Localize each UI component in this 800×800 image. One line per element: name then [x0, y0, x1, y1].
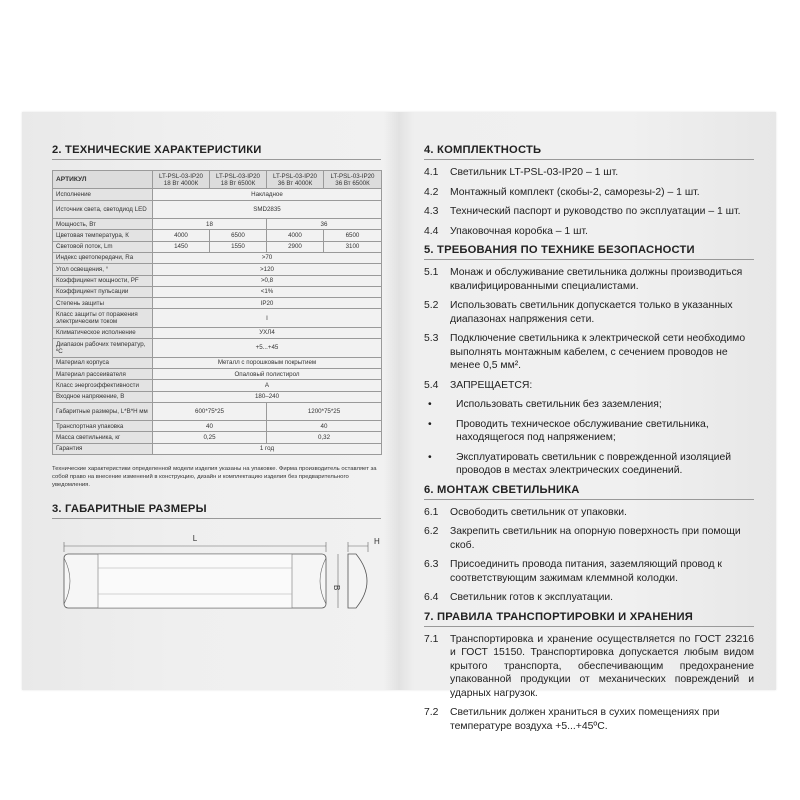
table-row — [53, 339, 382, 357]
row-label: Мощность, Вт — [53, 218, 153, 229]
row-value: 40 — [267, 421, 382, 432]
bullet-item — [424, 418, 754, 445]
article-col-2: LT-PSL-03-IP20 18 Вт 6500К — [210, 171, 267, 189]
row-value: 1550 — [210, 241, 267, 252]
row-value: 2900 — [267, 241, 324, 252]
item-number: 6.1 — [424, 506, 439, 518]
row-label: Климатическое исполнение — [53, 327, 153, 338]
row-value: 4000 — [153, 230, 210, 241]
table-row — [53, 218, 382, 229]
item-number: 4.4 — [424, 225, 439, 237]
row-label: Степень защиты — [53, 298, 153, 309]
row-label: Источник света, светодиод LED — [53, 200, 153, 218]
table-row — [53, 402, 382, 420]
bullet-text: Проводить техническое обслуживание светильника, находящегося под напряжением; — [456, 418, 709, 444]
row-label: Транспортная упаковка — [53, 421, 153, 432]
row-value: 1200*75*25 — [267, 402, 382, 420]
table-row — [53, 189, 382, 200]
row-value: >70 — [153, 252, 382, 263]
row-value: >120 — [153, 264, 382, 275]
item-text: Транспортировка и хранение осуществляется по ГОСТ 23216 и ГОСТ 15150. Транспортировка допускается любым видом крытого транспорта, обеспечивающим предохранение упакованной продукции от механических повреждений и ударных нагрузок. — [450, 633, 754, 699]
list-item — [424, 633, 754, 701]
section-5-title — [424, 244, 754, 260]
section-2-title-text: 2. ТЕХНИЧЕСКИЕ ХАРАКТЕРИСТИКИ — [52, 144, 262, 156]
row-value: 180–240 — [153, 391, 382, 402]
list-item — [424, 558, 754, 585]
article-header: АРТИКУЛ — [53, 171, 153, 189]
bullet-text: Эксплуатировать светильник с поврежденной изоляцией проводов в местах электрических соединений. — [456, 451, 732, 477]
item-number: 4.1 — [424, 167, 439, 178]
section-5-title-text: 5. ТРЕБОВАНИЯ ПО ТЕХНИКЕ БЕЗОПАСНОСТИ — [424, 244, 695, 257]
row-value: 1 год — [153, 443, 382, 454]
bullet-item — [424, 451, 754, 478]
table-row — [53, 298, 382, 309]
table-row — [53, 443, 382, 454]
row-value: A — [153, 380, 382, 391]
row-label: Гарантия — [53, 443, 153, 454]
section-5-rule — [424, 259, 754, 260]
table-row — [53, 286, 382, 297]
table-row — [53, 200, 382, 218]
row-label: Габаритные размеры, L*B*H мм — [53, 402, 153, 420]
row-label: Исполнение — [53, 189, 153, 200]
item-text: Использовать светильник допускается только в указанных диапазонах напряжения сети. — [450, 300, 733, 325]
row-value: 4000 — [267, 230, 324, 241]
row-label: Масса светильника, кг — [53, 432, 153, 443]
table-header-row — [53, 171, 382, 189]
row-label: Индекс цветопередачи, Ra — [53, 252, 153, 263]
lamp-profile — [348, 554, 367, 608]
width-label: B — [332, 585, 341, 591]
row-value: Накладное — [153, 189, 382, 200]
list-item — [424, 186, 754, 200]
item-text: Светильник должен храниться в сухих помещениях при температуре воздуха +5...+45ºС. — [450, 707, 720, 732]
row-value: I — [153, 309, 382, 327]
item-number: 6.3 — [424, 559, 439, 571]
item-number: 5.4 — [424, 379, 439, 391]
row-value: <1% — [153, 286, 382, 297]
item-text: Монаж и обслуживание светильника должны производиться квалифицированными специалистами. — [450, 267, 743, 292]
row-value: 0,25 — [153, 432, 267, 443]
item-text: Технический паспорт и руководство по эксплуатации – 1 шт. — [450, 206, 741, 218]
section-7-list — [424, 633, 754, 734]
row-label: Класс энергоэффективности — [53, 380, 153, 391]
section-2-rule — [52, 159, 381, 160]
row-value: 36 — [267, 218, 382, 229]
item-number: 6.2 — [424, 526, 439, 538]
section-6-title — [424, 484, 754, 500]
item-number: 5.3 — [424, 333, 439, 345]
row-value: SMD2835 — [153, 200, 382, 218]
row-label: Коэффициент пульсации — [53, 286, 153, 297]
item-text: Светильник LT-PSL-03-IP20 – 1 шт. — [450, 167, 619, 178]
list-item — [424, 379, 754, 393]
length-label: L — [192, 534, 198, 543]
bullet-icon: • — [428, 399, 432, 411]
table-row — [53, 264, 382, 275]
section-7-title-text: 7. ПРАВИЛА ТРАНСПОРТИРОВКИ И ХРАНЕНИЯ — [424, 610, 694, 623]
item-text: Освободить светильник от упаковки. — [450, 506, 627, 518]
list-item — [424, 205, 754, 219]
item-number: 5.2 — [424, 300, 439, 312]
row-value: 600*75*25 — [153, 402, 267, 420]
row-value: 1450 — [153, 241, 210, 252]
row-label: Материал рассеивателя — [53, 368, 153, 379]
item-number: 7.2 — [424, 707, 439, 719]
row-value: 6500 — [210, 230, 267, 241]
bullet-icon: • — [428, 451, 432, 463]
table-row — [53, 368, 382, 379]
article-col-3: LT-PSL-03-IP20 36 Вт 4000К — [267, 171, 324, 189]
item-number: 6.4 — [424, 592, 439, 604]
list-item — [424, 506, 754, 520]
list-item — [424, 225, 754, 239]
section-4-title-text: 4. КОМПЛЕКТНОСТЬ — [424, 144, 542, 156]
list-item — [424, 706, 754, 733]
table-row — [53, 230, 382, 241]
table-row — [53, 391, 382, 402]
list-item — [424, 525, 754, 552]
row-label: Класс защиты от поражения электрическим током — [53, 309, 153, 327]
row-value: УХЛ4 — [153, 327, 382, 338]
row-label: Диапазон рабочих температур, ºС — [53, 339, 153, 357]
item-text: Светильник готов к эксплуатации. — [450, 592, 614, 604]
table-row — [53, 421, 382, 432]
row-label: Световой поток, Lm — [53, 241, 153, 252]
article-col-1: LT-PSL-03-IP20 18 Вт 4000К — [153, 171, 210, 189]
section-4-rule — [424, 159, 754, 160]
table-row — [53, 327, 382, 338]
section-7-rule — [424, 626, 754, 627]
item-text: ЗАПРЕЩАЕТСЯ: — [450, 379, 533, 391]
table-row — [53, 241, 382, 252]
row-value: 3100 — [324, 241, 382, 252]
row-value: 6500 — [324, 230, 382, 241]
table-row — [53, 432, 382, 443]
lamp-diffuser — [98, 554, 292, 608]
list-item — [424, 332, 754, 373]
bullet-text: Использовать светильник без заземления; — [456, 399, 662, 411]
section-6-rule — [424, 499, 754, 500]
specs-table — [52, 170, 382, 455]
row-value: 40 — [153, 421, 267, 432]
section-6-list — [424, 506, 754, 605]
prohibitions-list — [424, 398, 754, 478]
list-item — [424, 266, 754, 293]
row-value: +5...+45 — [153, 339, 382, 357]
item-text: Монтажный комплект (скобы-2, саморезы-2) – 1 шт. — [450, 186, 700, 198]
list-item — [424, 591, 754, 605]
article-col-4: LT-PSL-03-IP20 36 Вт 6500К — [324, 171, 382, 189]
row-label: Коэффициент мощности, PF — [53, 275, 153, 286]
item-text: Подключение светильника к электрической сети необходимо выполнять монтажным кабелем, с сечением проводов не менее 0,5 мм². — [450, 333, 746, 372]
list-item — [424, 299, 754, 326]
table-row — [53, 252, 382, 263]
row-label: Цветовая температура, К — [53, 230, 153, 241]
height-label: H — [374, 537, 380, 546]
item-number: 4.2 — [424, 186, 439, 198]
section-7-title — [424, 611, 754, 627]
item-text: Присоединить провода питания, заземляющий провод к соответствующим зажимам клеммной колодки. — [450, 559, 722, 584]
section-2-title — [52, 144, 381, 160]
row-value: Металл с порошковым покрытием — [153, 357, 382, 368]
row-label: Входное напряжение, В — [53, 391, 153, 402]
table-row — [53, 309, 382, 327]
section-3-rule — [52, 518, 381, 519]
table-row — [53, 275, 382, 286]
item-number: 4.3 — [424, 206, 439, 218]
section-4-title — [424, 144, 754, 160]
section-4-list — [424, 166, 754, 238]
section-3-title — [52, 503, 381, 519]
bullet-icon: • — [428, 418, 432, 430]
dimensions-drawing — [56, 532, 386, 622]
section-3-title-text: 3. ГАБАРИТНЫЕ РАЗМЕРЫ — [52, 503, 207, 516]
row-label: Материал корпуса — [53, 357, 153, 368]
bullet-item — [424, 398, 754, 412]
item-number: 7.1 — [424, 633, 439, 645]
row-value: Опаловый полистирол — [153, 368, 382, 379]
row-value: 18 — [153, 218, 267, 229]
row-label: Угол освещения, ° — [53, 264, 153, 275]
right-page — [399, 112, 776, 732]
list-item — [424, 166, 754, 180]
section-6-title-text: 6. МОНТАЖ СВЕТИЛЬНИКА — [424, 483, 580, 496]
row-value: >0,8 — [153, 275, 382, 286]
item-text: Упаковочная коробка – 1 шт. — [450, 225, 588, 237]
item-text: Закрепить светильник на опорную поверхность при помощи скоб. — [450, 526, 741, 551]
section-5-list — [424, 266, 754, 392]
row-value: IP20 — [153, 298, 382, 309]
table-row — [53, 357, 382, 368]
disclaimer-note: Технические характеристики определенной модели изделия указаны на упаковке. Фирма производитель оставляет за собой право на внесение изменений в конструкцию, дизайн и комплектацию изделия без предварительного уведомления. — [52, 466, 377, 489]
table-row — [53, 380, 382, 391]
booklet-spread — [22, 112, 776, 732]
item-number: 5.1 — [424, 267, 439, 279]
row-value: 0,32 — [267, 432, 382, 443]
